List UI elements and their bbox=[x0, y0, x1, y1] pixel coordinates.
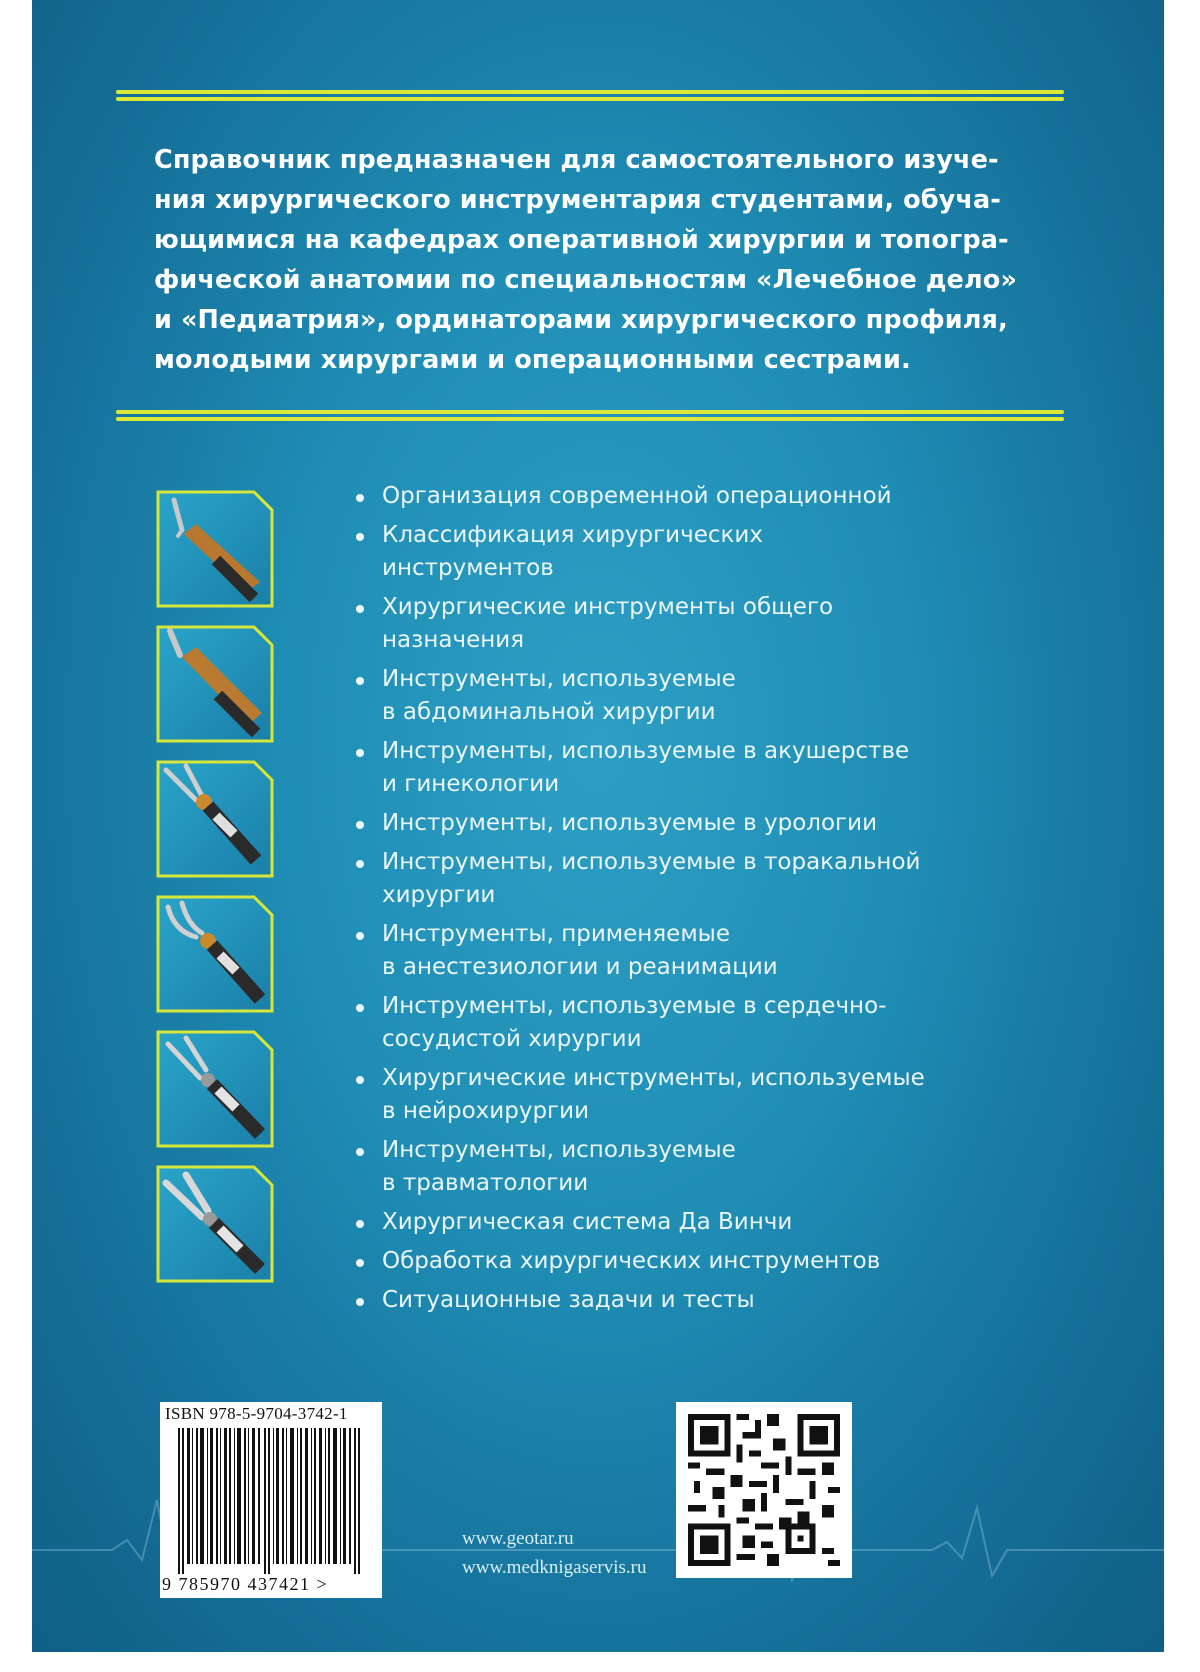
qr-code-image bbox=[688, 1414, 840, 1566]
contents-item-text: Хирургическая система Да Винчи bbox=[382, 1209, 793, 1235]
contents-item-text: Организация современной операционной bbox=[382, 483, 892, 509]
contents-item-text: Хирургические инструменты, используемые в нейрохирургии bbox=[382, 1065, 925, 1124]
accent-divider-top bbox=[116, 90, 1064, 102]
contents-item-text: Инструменты, применяемые в анестезиологии и реанимации bbox=[382, 921, 778, 980]
contents-item bbox=[350, 519, 970, 585]
contents-item bbox=[350, 663, 970, 729]
contents-item-text: Ситуационные задачи и тесты bbox=[382, 1287, 755, 1313]
contents-item-text: Классификация хирургических инструментов bbox=[382, 522, 763, 581]
contents-item bbox=[350, 1134, 970, 1200]
contents-item bbox=[350, 807, 970, 840]
contents-item-text: Инструменты, используемые в травматологии bbox=[382, 1137, 736, 1196]
grasper-instrument-image bbox=[156, 760, 274, 878]
contents-item-text: Инструменты, используемые в сердечно- сосудистой хирургии bbox=[382, 993, 887, 1052]
isbn-barcode-block bbox=[160, 1402, 382, 1598]
contents-item-text: Инструменты, используемые в торакальной хирургии bbox=[382, 849, 921, 908]
isbn-number: ISBN 978-5-9704-3742-1 bbox=[165, 1404, 348, 1423]
open-forceps-instrument-image bbox=[156, 1030, 274, 1148]
qr-code bbox=[676, 1402, 852, 1578]
contents-item-text: Инструменты, используемые в акушерстве и гинекологии bbox=[382, 738, 910, 797]
contents-item bbox=[350, 846, 970, 912]
contents-item bbox=[350, 591, 970, 657]
contents-item-text: Хирургические инструменты общего назначения bbox=[382, 594, 834, 653]
contents-item bbox=[350, 1284, 970, 1317]
contents-item bbox=[350, 1206, 970, 1239]
contents-item-text: Инструменты, используемые в абдоминальной хирургии bbox=[382, 666, 736, 725]
contents-item bbox=[350, 735, 970, 801]
contents-item bbox=[350, 990, 970, 1056]
contents-item bbox=[350, 918, 970, 984]
publisher-website: www.geotar.ru bbox=[462, 1528, 574, 1549]
spatula-electrode-instrument-image bbox=[156, 625, 274, 743]
contents-item bbox=[350, 1245, 970, 1278]
contents-item-text: Инструменты, используемые в урологии bbox=[382, 810, 878, 836]
book-description: Справочник предназначен для самостоятельного изуче- ния хирургического инструментария студентами, обуча- ющимися на кафедрах оперативной хирургии и топогра- фической анатомии по специальностям «Лечебное дело» и «Педиатрия», ординаторами хирургического профиля, молодыми хирургами и операционными сестрами. bbox=[154, 145, 1017, 375]
needle-driver-instrument-image bbox=[156, 1165, 274, 1283]
bookstore-website: www.medknigaservis.ru bbox=[462, 1557, 647, 1578]
contents-list bbox=[350, 480, 970, 1323]
hook-electrode-instrument-image bbox=[156, 490, 274, 608]
contents-item-text: Обработка хирургических инструментов bbox=[382, 1248, 881, 1274]
curved-grasper-instrument-image bbox=[156, 895, 274, 1013]
contents-item bbox=[350, 480, 970, 513]
barcode-image bbox=[178, 1428, 368, 1574]
barcode-digits: 9 785970 437421 > bbox=[162, 1574, 329, 1594]
contents-item bbox=[350, 1062, 970, 1128]
accent-divider-middle bbox=[116, 410, 1064, 422]
